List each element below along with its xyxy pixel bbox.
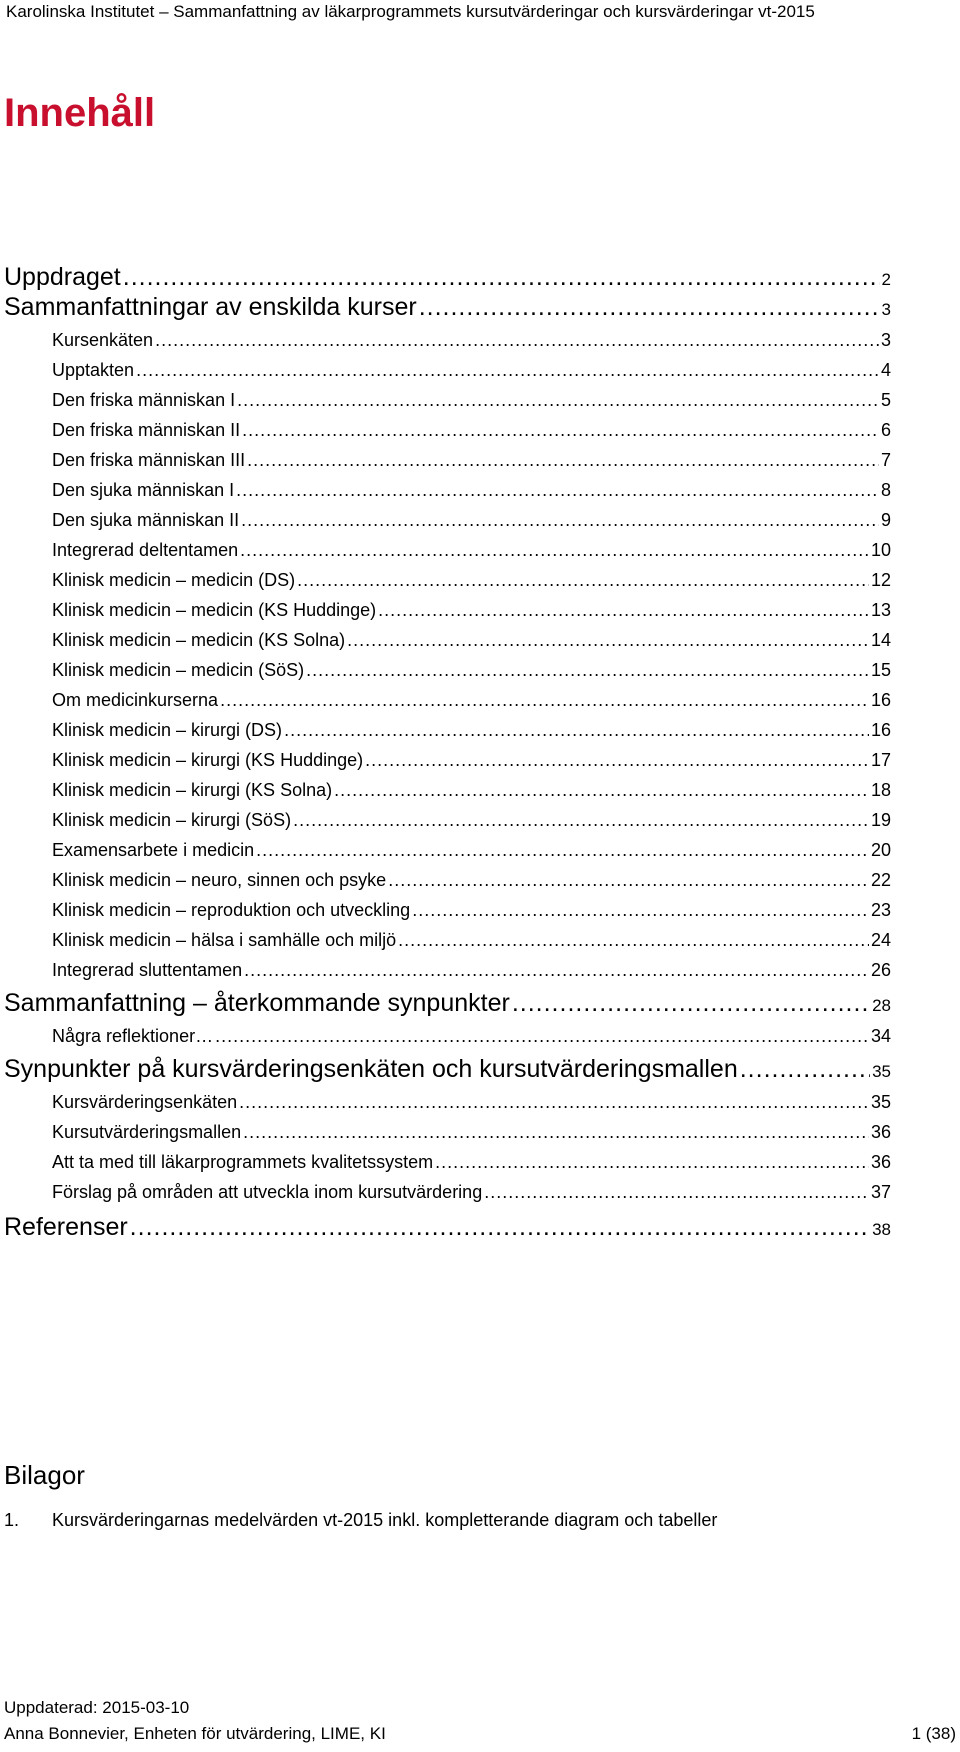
toc-dot-leader [247, 444, 879, 476]
toc-subentry[interactable] [52, 1086, 891, 1118]
toc-page-number: 19 [870, 810, 891, 830]
toc-entry-title: Den friska människan II [52, 420, 241, 440]
toc-entry-title: Integrerad sluttentamen [52, 960, 243, 980]
toc-subentry[interactable] [52, 354, 891, 386]
toc-page-number: 14 [870, 630, 891, 650]
toc-dot-leader [378, 594, 869, 626]
toc-entry-title: Den friska människan I [52, 390, 236, 410]
toc-entry-title: Klinisk medicin – kirurgi (SöS) [52, 810, 292, 830]
toc-page-number: 38 [872, 1220, 891, 1239]
toc-subentry[interactable] [52, 1020, 891, 1052]
toc-entry-title: Sammanfattningar av enskilda kurser [4, 293, 417, 321]
toc-subentry[interactable] [52, 564, 891, 596]
toc-entry-title: Klinisk medicin – medicin (KS Huddinge) [52, 600, 377, 620]
toc-entry-title: Synpunkter på kursvärderingsenkäten och kursutvärderingsmallen [4, 1055, 738, 1083]
toc-entry-title: Referenser [4, 1213, 128, 1241]
appendix-heading: Bilagor [4, 1460, 85, 1490]
footer-author: Anna Bonnevier, Enheten för utvärdering, LIME, KI [4, 1724, 386, 1743]
toc-subentry[interactable] [52, 324, 891, 356]
toc-entry-title: Att ta med till läkarprogrammets kvalitetssystem [52, 1152, 434, 1172]
toc-dot-leader [365, 744, 869, 776]
toc-entry-title: Den sjuka människan II [52, 510, 240, 530]
toc-heading-entry[interactable] [4, 260, 891, 294]
toc-page-number: 3 [881, 300, 891, 319]
toc-dot-leader [306, 654, 869, 686]
toc-subentry[interactable] [52, 894, 891, 926]
toc-entry-title: Klinisk medicin – kirurgi (KS Huddinge) [52, 750, 364, 770]
toc-page-number: 35 [872, 1062, 891, 1081]
toc-subentry[interactable] [52, 504, 891, 536]
toc-entry-title: Förslag på områden att utveckla inom kursutvärdering [52, 1182, 483, 1202]
toc-page-number: 8 [880, 480, 891, 500]
toc-page-number: 36 [870, 1152, 891, 1172]
toc-dot-leader [220, 684, 869, 716]
toc-page-number: 2 [881, 270, 891, 289]
toc-subentry[interactable] [52, 654, 891, 686]
toc-subentry[interactable] [52, 714, 891, 746]
page-title: Innehåll [4, 91, 156, 135]
toc-page-number: 37 [870, 1182, 891, 1202]
toc-entry-title: Kursvärderingsenkäten [52, 1092, 238, 1112]
toc-dot-leader [240, 534, 869, 566]
toc-dot-leader [484, 1176, 869, 1208]
toc-dot-leader [236, 474, 879, 506]
toc-entry-title: Några reflektioner… [52, 1026, 214, 1046]
toc-heading-entry[interactable] [4, 290, 891, 324]
toc-page-number: 18 [870, 780, 891, 800]
toc-dot-leader [297, 564, 869, 596]
toc-dot-leader [512, 986, 870, 1020]
toc-subentry[interactable] [52, 594, 891, 626]
toc-dot-leader [241, 504, 879, 536]
toc-subentry[interactable] [52, 924, 891, 956]
toc-page-number: 23 [870, 900, 891, 920]
toc-subentry[interactable] [52, 1116, 891, 1148]
toc-dot-leader [334, 774, 869, 806]
toc-subentry[interactable] [52, 1176, 891, 1208]
toc-page-number: 24 [870, 930, 891, 950]
toc-subentry[interactable] [52, 1146, 891, 1178]
toc-entry-title: Den friska människan III [52, 450, 246, 470]
toc-dot-leader [284, 714, 869, 746]
toc-page-number: 9 [880, 510, 891, 530]
toc-dot-leader [740, 1052, 870, 1086]
toc-dot-leader [123, 260, 880, 294]
toc-heading-entry[interactable] [4, 1210, 891, 1244]
toc-dot-leader [155, 324, 879, 356]
toc-dot-leader [244, 954, 869, 986]
toc-heading-entry[interactable] [4, 986, 891, 1020]
toc-entry-title: Klinisk medicin – medicin (SöS) [52, 660, 305, 680]
toc-page-number: 12 [870, 570, 891, 590]
toc-entry-title: Klinisk medicin – neuro, sinnen och psyke [52, 870, 387, 890]
toc-entry-title: Klinisk medicin – hälsa i samhälle och miljö [52, 930, 397, 950]
toc-page-number: 6 [880, 420, 891, 440]
toc-page-number: 13 [870, 600, 891, 620]
toc-page-number: 10 [870, 540, 891, 560]
toc-subentry[interactable] [52, 534, 891, 566]
toc-page-number: 26 [870, 960, 891, 980]
toc-heading-entry[interactable] [4, 1052, 891, 1086]
toc-subentry[interactable] [52, 744, 891, 776]
toc-dot-leader [242, 414, 879, 446]
toc-page-number: 17 [870, 750, 891, 770]
toc-entry-title: Klinisk medicin – kirurgi (KS Solna) [52, 780, 333, 800]
appendix-item-text: Kursvärderingarnas medelvärden vt-2015 inkl. kompletterande diagram och tabeller [52, 1510, 718, 1530]
toc-page-number: 4 [880, 360, 891, 380]
toc-dot-leader [215, 1020, 869, 1052]
toc-page-number: 22 [870, 870, 891, 890]
toc-dot-leader [388, 864, 869, 896]
toc-entry-title: Examensarbete i medicin [52, 840, 255, 860]
toc-page-number: 3 [880, 330, 891, 350]
toc-entry-title: Uppdraget [4, 263, 121, 291]
toc-entry-title: Kursenkäten [52, 330, 154, 350]
footer-page-number: 1 (38) [911, 1724, 956, 1743]
toc-entry-title: Klinisk medicin – medicin (DS) [52, 570, 296, 590]
toc-page-number: 28 [872, 996, 891, 1015]
toc-subentry[interactable] [52, 774, 891, 806]
toc-page-number: 5 [880, 390, 891, 410]
toc-dot-leader [136, 354, 879, 386]
toc-entry-title: Kursutvärderingsmallen [52, 1122, 242, 1142]
toc-dot-leader [243, 1116, 869, 1148]
toc-dot-leader [293, 804, 869, 836]
toc-page-number: 16 [870, 690, 891, 710]
toc-page-number: 15 [870, 660, 891, 680]
toc-dot-leader [435, 1146, 869, 1178]
toc-dot-leader [398, 924, 869, 956]
toc-dot-leader [130, 1210, 870, 1244]
toc-dot-leader [256, 834, 869, 866]
toc-subentry[interactable] [52, 444, 891, 476]
toc-page-number: 7 [880, 450, 891, 470]
toc-page-number: 34 [870, 1026, 891, 1046]
appendix-item [4, 1506, 717, 1534]
toc-entry-title: Klinisk medicin – kirurgi (DS) [52, 720, 283, 740]
toc-entry-title: Klinisk medicin – medicin (KS Solna) [52, 630, 346, 650]
toc-entry-title: Sammanfattning – återkommande synpunkter [4, 989, 510, 1017]
toc-subentry[interactable] [52, 954, 891, 986]
toc-subentry[interactable] [52, 804, 891, 836]
toc-subentry[interactable] [52, 624, 891, 656]
toc-subentry[interactable] [52, 474, 891, 506]
toc-dot-leader [237, 384, 879, 416]
toc-entry-title: Klinisk medicin – reproduktion och utveckling [52, 900, 411, 920]
toc-entry-title: Om medicinkurserna [52, 690, 219, 710]
toc-entry-title: Upptakten [52, 360, 135, 380]
toc-page-number: 36 [870, 1122, 891, 1142]
running-header: Karolinska Institutet – Sammanfattning av läkarprogrammets kursutvärderingar och kursvärderingar vt-2015 [6, 2, 815, 21]
toc-entry-title: Den sjuka människan I [52, 480, 235, 500]
toc-dot-leader [412, 894, 869, 926]
appendix-item-number: 1. [4, 1510, 20, 1530]
toc-dot-leader [239, 1086, 869, 1118]
toc-dot-leader [419, 290, 880, 324]
footer-line [4, 1722, 956, 1746]
toc-entry-title: Integrerad deltentamen [52, 540, 239, 560]
toc-subentry[interactable] [52, 384, 891, 416]
toc-subentry[interactable] [52, 864, 891, 896]
toc-subentry[interactable] [52, 414, 891, 446]
toc-page-number: 16 [870, 720, 891, 740]
toc-subentry[interactable] [52, 684, 891, 716]
footer-updated: Uppdaterad: 2015-03-10 [4, 1698, 190, 1717]
toc-subentry[interactable] [52, 834, 891, 866]
toc-page-number: 20 [870, 840, 891, 860]
toc-dot-leader [347, 624, 869, 656]
toc-page-number: 35 [870, 1092, 891, 1112]
